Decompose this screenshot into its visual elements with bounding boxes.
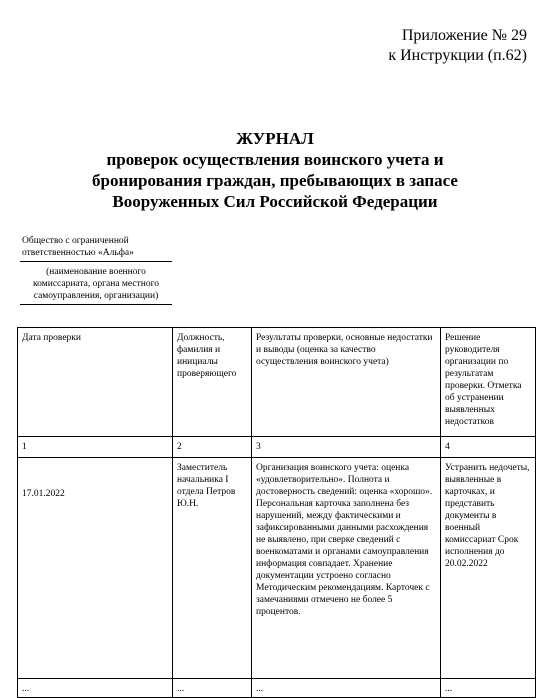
header-date: Дата проверки [18,328,173,437]
ellipsis-cell-1: ... [18,679,173,698]
journal-title-line-3: бронирования граждан, пребывающих в запасе [92,171,458,190]
column-number-4: 4 [441,437,536,458]
header-results: Результаты проверки, основные недостатки и выводы (оценка за качество осуществления воинского учета) [252,328,441,437]
column-number-3: 3 [252,437,441,458]
table-column-numbers-row [18,437,536,458]
organization-caption: (наименование военного комиссариата, органа местного самоуправления, организации) [20,266,172,305]
journal-title-line-2: проверок осуществления воинского учета и [106,150,444,169]
journal-title [0,128,550,212]
organization-name: Общество с ограниченной ответственностью «Альфа» [20,235,172,262]
table-row-ellipsis [18,679,536,698]
ellipsis-cell-3: ... [252,679,441,698]
header-decision: Решение руководителя организации по результатам проверки. Отметка об устранении выявленных недостатков [441,328,536,437]
journal-table [17,327,536,698]
column-number-2: 2 [173,437,252,458]
table-row [18,458,536,679]
ellipsis-cell-2: ... [173,679,252,698]
journal-title-line-4: Вооруженных Сил Российской Федерации [112,192,438,211]
header-inspector: Должность, фамилия и инициалы проверяющего [173,328,252,437]
organization-block [20,235,172,305]
cell-inspector: Заместитель начальника I отдела Петров Ю.Н. [173,458,252,679]
cell-results: Организация воинского учета: оценка «удовлетворительно». Полнота и достоверность сведений: оценка «хорошо». Персональная карточка заполнена без нарушений, между фактическими и зафиксированными данными расхождения не выявлено, при сверке сведений с военкоматами и органами самоуправления информация совпадает. Хранение документации устроено согласно Методическим рекомендациям. Карточек с замечаниями отмечено не более 5 процентов. [252,458,441,679]
appendix-instruction: к Инструкции (п.62) [388,47,527,64]
appendix-number: Приложение № 29 [401,27,527,44]
cell-decision: Устранить недочеты, выявленные в карточках, и представить документы в военный комиссариат Срок исполнения до 20.02.2022 [441,458,536,679]
column-number-1: 1 [18,437,173,458]
appendix-reference [388,26,527,66]
ellipsis-cell-4: ... [441,679,536,698]
journal-title-word: ЖУРНАЛ [236,129,314,148]
table-header-row [18,328,536,437]
cell-date: 17.01.2022 [18,458,173,679]
